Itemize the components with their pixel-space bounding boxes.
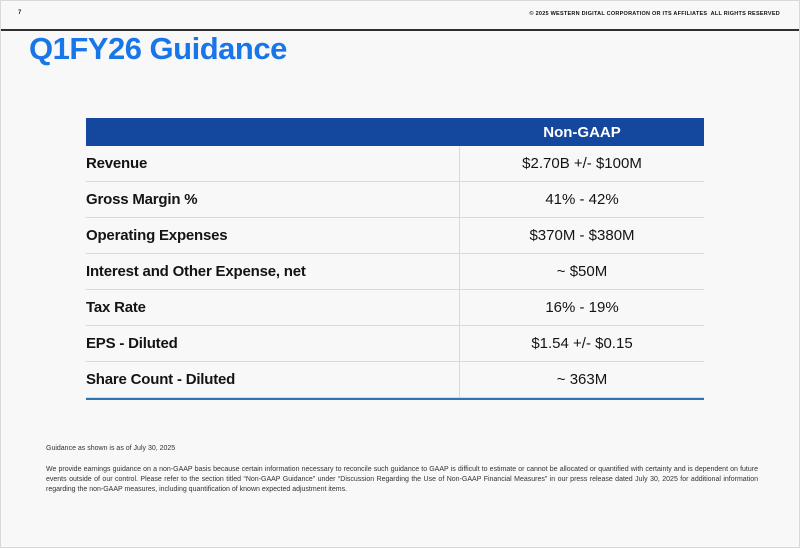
table-row (86, 182, 704, 218)
table-row (86, 290, 704, 326)
non-gaap-column-header: Non-GAAP (543, 123, 621, 141)
guidance-table (86, 118, 704, 400)
page-number: 7 (18, 10, 22, 16)
row-label: Tax Rate (86, 299, 146, 316)
table-row (86, 326, 704, 362)
footnote-non-gaap-disclaimer: We provide earnings guidance on a non-GAAP basis because certain information necessary to reconcile such guidance to GAAP is difficult to estimate or cannot be allocated or quantified with certainty and is dependent on future events outside of our control. Please refer to the section titled “Non-GAAP Guidance” under “Discussion Regarding the Use of Non-GAAP Financial Measures” in our press release dated July 30, 2025 for additional information regarding the non-GAAP measures, including quantification of known expected adjustment items. (46, 466, 758, 494)
row-value: $1.54 +/- $0.15 (459, 326, 704, 361)
row-label: Share Count - Diluted (86, 371, 236, 388)
row-label: EPS - Diluted (86, 335, 178, 352)
row-value: ~ 363M (459, 362, 704, 397)
row-label: Gross Margin % (86, 191, 198, 208)
table-header-spacer (86, 118, 460, 146)
table-row (86, 218, 704, 254)
row-value: 41% - 42% (459, 182, 704, 217)
page-title: Q1FY26 Guidance (29, 31, 287, 66)
row-value: $2.70B +/- $100M (459, 146, 704, 181)
table-header-bar (86, 118, 704, 146)
copyright-notice: © 2025 WESTERN DIGITAL CORPORATION OR ITS AFFILIATES ALL RIGHTS RESERVED (529, 11, 780, 17)
row-label: Operating Expenses (86, 227, 228, 244)
table-row (86, 362, 704, 398)
table-row (86, 254, 704, 290)
row-label: Revenue (86, 155, 148, 172)
row-value: $370M - $380M (459, 218, 704, 253)
table-row (86, 146, 704, 182)
row-label: Interest and Other Expense, net (86, 263, 306, 280)
row-value: ~ $50M (459, 254, 704, 289)
table-bottom-rule (86, 398, 704, 400)
footnote-as-of-date: Guidance as shown is as of July 30, 2025 (46, 445, 176, 452)
row-value: 16% - 19% (459, 290, 704, 325)
